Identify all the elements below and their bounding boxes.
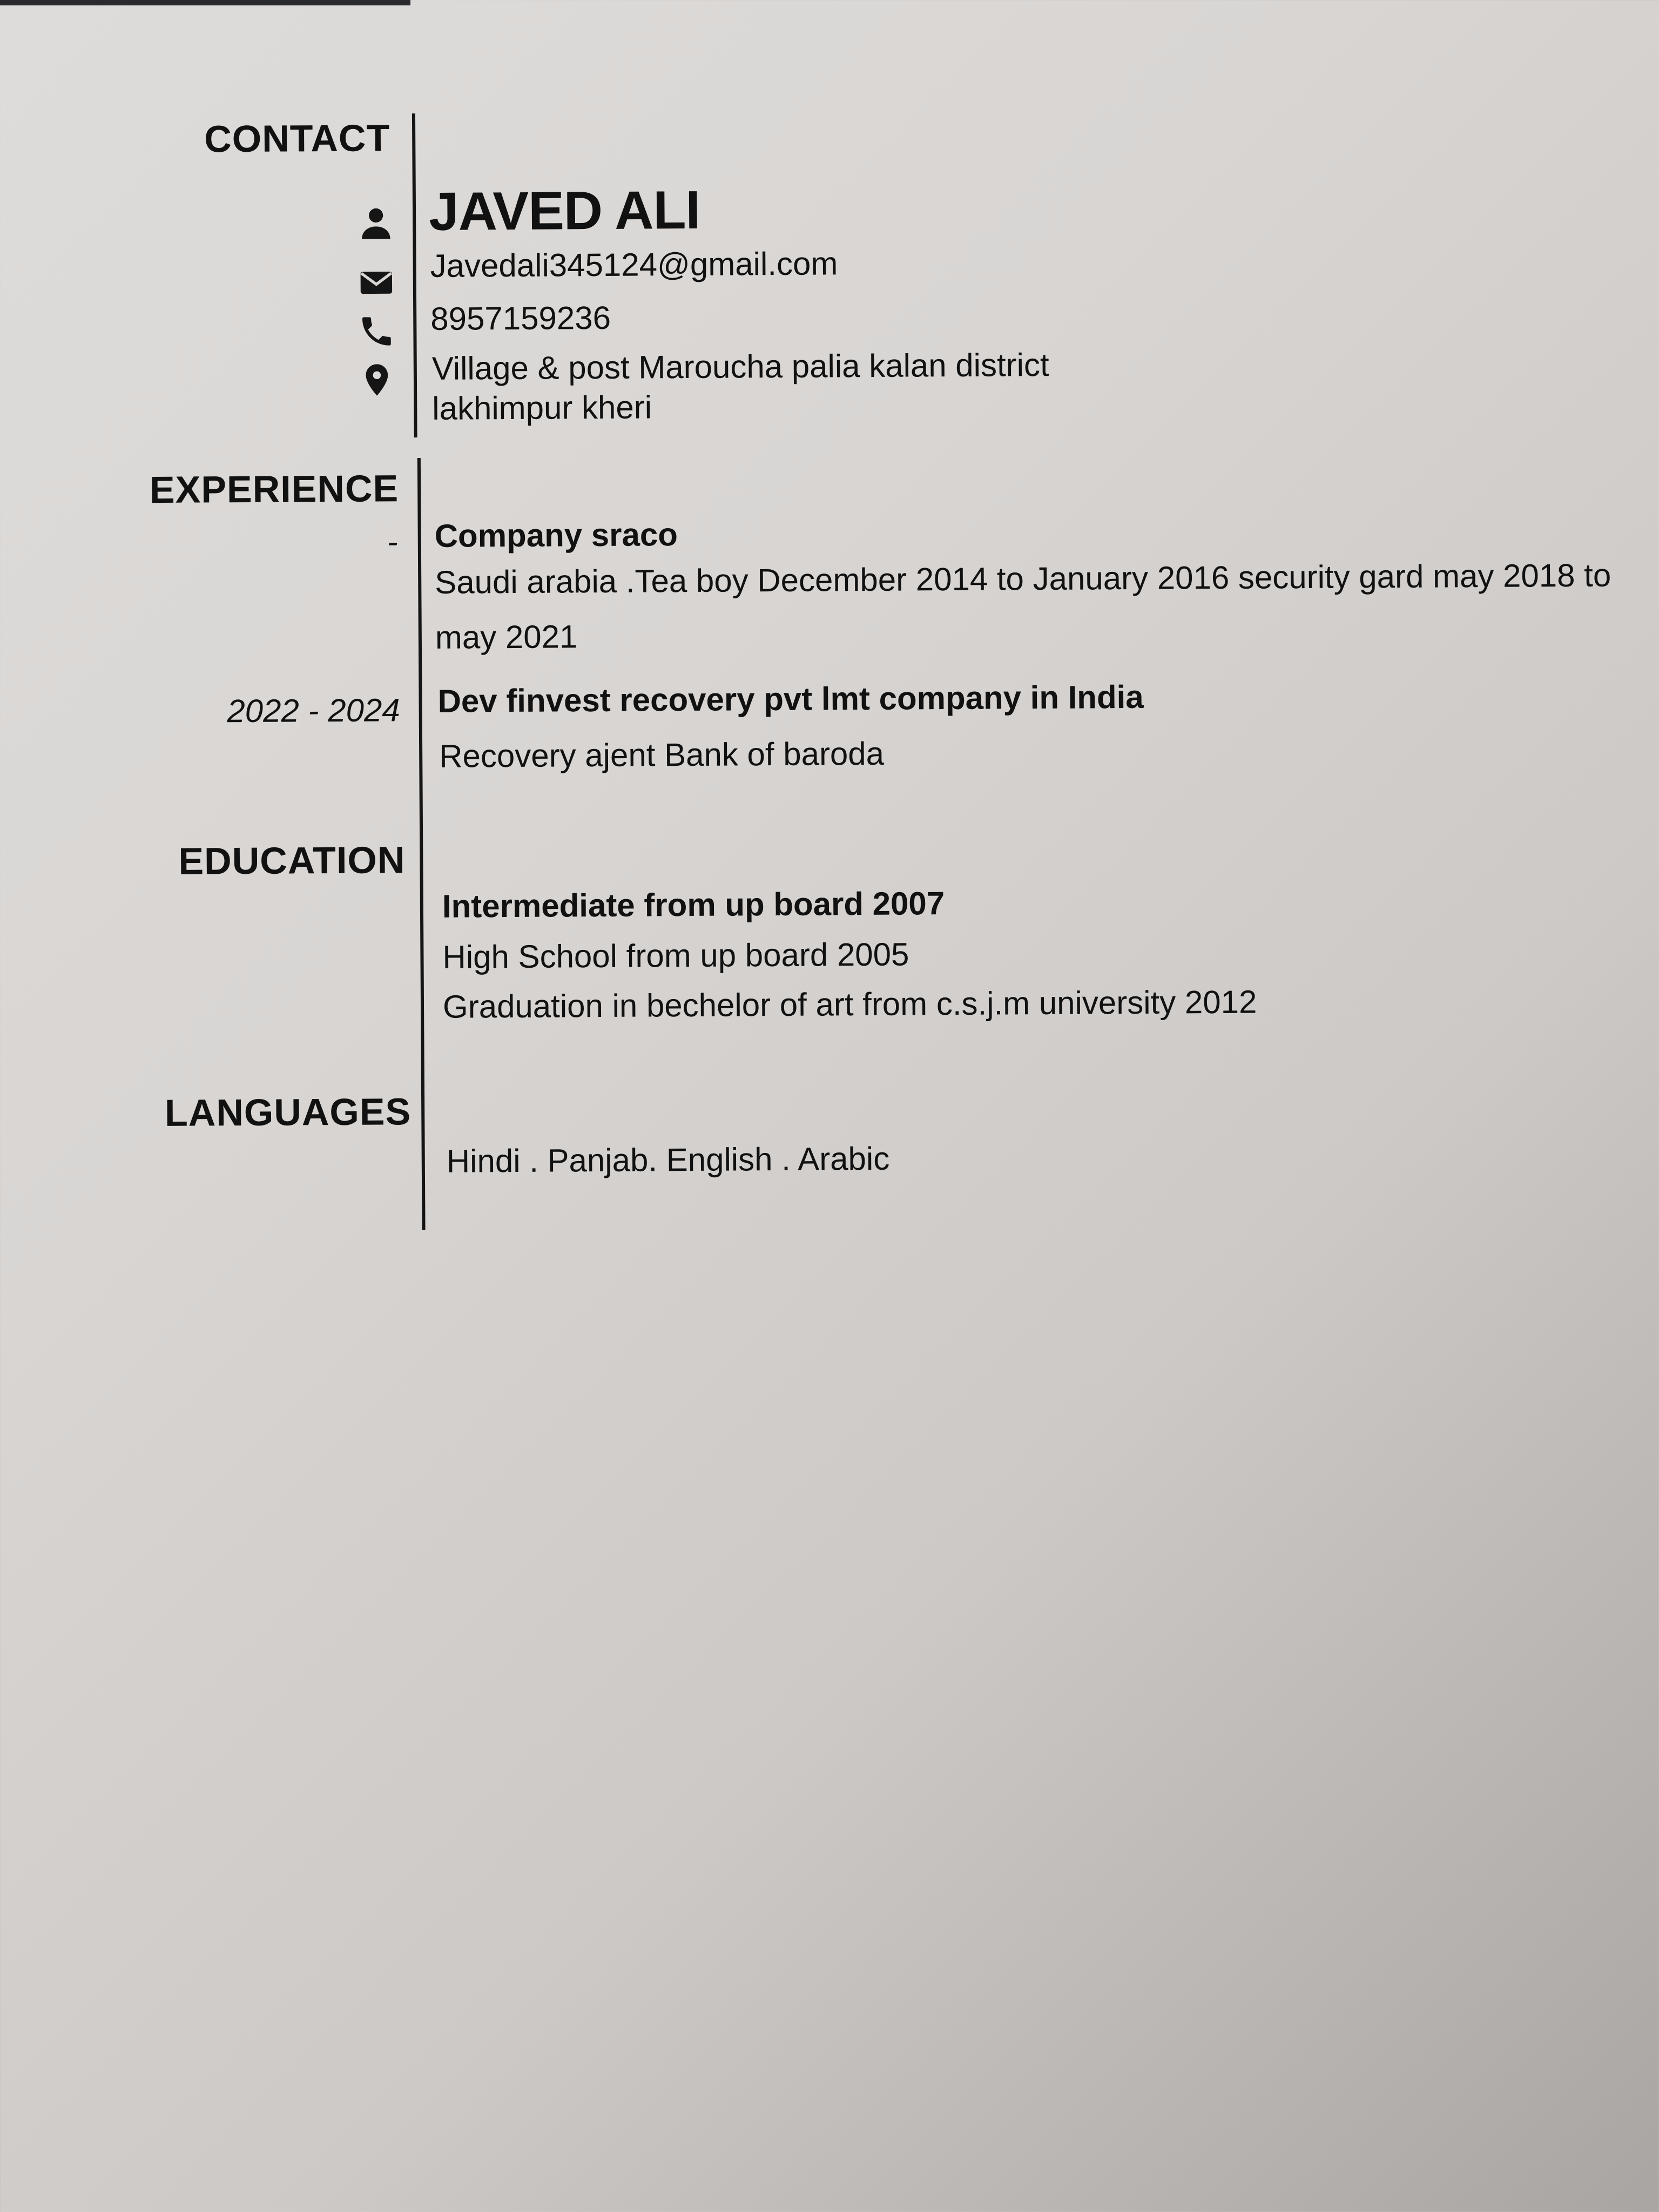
experience-title-1: Company sraco [434, 516, 678, 554]
education-item-2: High School from up board 2005 [442, 936, 909, 975]
main-divider [417, 458, 426, 1230]
address-line-2: lakhimpur kheri [432, 389, 652, 427]
experience-date-2: 2022 - 2024 [227, 692, 400, 730]
section-heading-contact: CONTACT [204, 117, 390, 160]
languages-text: Hindi . Panjab. English . Arabic [446, 1140, 890, 1179]
section-heading-languages: LANGUAGES [164, 1090, 412, 1134]
experience-date-1: - [387, 523, 398, 560]
experience-description-2: Recovery ajent Bank of baroda [439, 735, 885, 774]
education-item-3: Graduation in bechelor of art from c.s.j.m university 2012 [442, 983, 1257, 1025]
experience-description-1a: Saudi arabia .Tea boy December 2014 to January 2016 security gard may 2018 to [435, 557, 1611, 601]
address-line-1: Village & post Maroucha palia kalan district [431, 346, 1049, 387]
section-heading-experience: EXPERIENCE [149, 467, 399, 511]
envelope-icon [358, 264, 395, 301]
section-heading-education: EDUCATION [178, 839, 406, 882]
experience-description-1b: may 2021 [435, 618, 578, 656]
experience-title-2: Dev finvest recovery pvt lmt company in India [437, 678, 1144, 719]
applicant-name: JAVED ALI [428, 179, 700, 242]
email-text: Javedali345124@gmail.com [430, 245, 838, 284]
contact-divider [412, 113, 417, 437]
location-pin-icon [358, 361, 396, 399]
person-icon [357, 204, 395, 242]
phone-text: 8957159236 [430, 299, 611, 337]
education-item-1: Intermediate from up board 2007 [442, 885, 945, 925]
phone-icon [358, 312, 395, 350]
